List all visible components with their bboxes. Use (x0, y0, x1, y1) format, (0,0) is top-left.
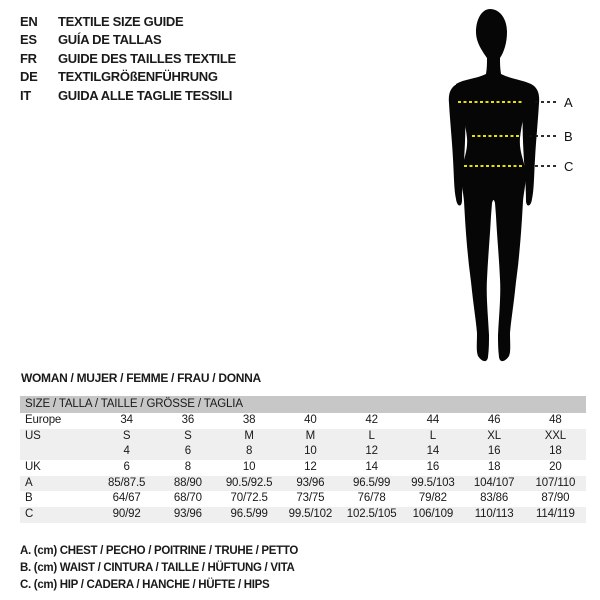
guide-title: GUÍA DE TALLAS (58, 32, 162, 48)
table-row (20, 476, 586, 492)
guide-title: GUIDE DES TAILLES TEXTILE (58, 50, 236, 66)
size-cell: 110/113 (474, 508, 514, 521)
row-label: C (25, 508, 34, 521)
woman-silhouette-figure (430, 0, 590, 372)
size-cell: 14 (426, 445, 440, 458)
table-row (20, 444, 586, 460)
language-row (20, 13, 236, 31)
size-table (20, 396, 586, 523)
guide-title: TEXTILGRÖßENFÜHRUNG (58, 69, 218, 85)
legend-line-hip: C. (cm) HIP / CADERA / HANCHE / HÜFTE / HIPS (20, 578, 270, 591)
size-cell: 14 (365, 461, 378, 474)
size-cell: 34 (120, 414, 133, 426)
size-cell: 102.5/105 (346, 508, 397, 521)
language-row (20, 31, 236, 49)
size-cell: 87/90 (541, 492, 570, 505)
size-cell: 64/67 (112, 492, 141, 505)
language-row (20, 50, 236, 68)
size-cell: 10 (242, 461, 256, 474)
size-cell: 106/109 (412, 508, 454, 521)
size-cell: 12 (304, 461, 317, 474)
size-cell: M (305, 429, 316, 442)
size-cell: 85/87.5 (107, 476, 146, 489)
size-cell: 8 (184, 461, 191, 474)
legend-line-waist: B. (cm) WAIST / CINTURA / TAILLE / HÜFTUNG / VITA (20, 561, 295, 574)
row-label: B (25, 492, 33, 505)
waist-label: B (564, 129, 573, 144)
row-label (20, 444, 96, 460)
table-row (20, 460, 586, 476)
size-cell: 12 (365, 445, 378, 458)
row-label: US (25, 429, 41, 442)
row-label: A (25, 476, 33, 489)
size-cell: 42 (365, 414, 378, 426)
legend-line-chest: A. (cm) CHEST / PECHO / POITRINE / TRUHE / PETTO (20, 545, 299, 557)
size-cell: 44 (426, 414, 440, 426)
size-cell: 96.5/99 (230, 508, 268, 521)
table-row (20, 491, 586, 507)
size-cell: 90.5/92.5 (225, 476, 273, 489)
table-row (20, 507, 586, 523)
size-cell: 38 (242, 414, 256, 426)
size-cell: 76/78 (357, 492, 386, 505)
size-cell: S (122, 429, 131, 442)
measurement-legend (20, 543, 298, 593)
size-cell: 96.5/99 (352, 476, 391, 489)
size-cell: 90/92 (112, 508, 141, 521)
table-row (20, 413, 586, 429)
size-cell: 10 (304, 445, 317, 458)
size-table-header: SIZE / TALLA / TAILLE / GRÖSSE / TAGLIA (20, 396, 586, 413)
size-cell: 46 (487, 414, 501, 426)
language-code: ES (20, 32, 37, 48)
size-cell: 18 (549, 445, 562, 458)
language-code: DE (20, 69, 38, 85)
language-title-list (20, 13, 236, 105)
row-label: UK (25, 461, 41, 474)
size-cell: 16 (426, 461, 440, 474)
size-cell: XXL (544, 429, 567, 442)
chest-label: A (564, 95, 573, 110)
size-cell: L (368, 429, 375, 442)
language-code: FR (20, 50, 37, 66)
size-cell: 104/107 (473, 476, 515, 489)
table-row (20, 429, 586, 445)
language-code: IT (20, 87, 31, 103)
size-cell: 18 (487, 461, 501, 474)
size-cell: 6 (184, 445, 191, 458)
guide-title: GUIDA ALLE TAGLIE TESSILI (58, 87, 233, 103)
woman-silhouette (456, 9, 531, 361)
size-cell: 6 (123, 461, 130, 474)
size-cell: 70/72.5 (230, 492, 268, 505)
size-cell: XL (487, 429, 502, 442)
language-row (20, 87, 236, 105)
size-cell: 16 (487, 445, 501, 458)
size-cell: 73/75 (296, 492, 325, 505)
language-code: EN (20, 14, 38, 29)
size-cell: 99.5/102 (288, 508, 333, 521)
size-cell: 48 (549, 414, 562, 426)
size-cell: 20 (549, 461, 562, 474)
size-cell: 88/90 (173, 476, 202, 489)
section-title: WOMAN / MUJER / FEMME / FRAU / DONNA (21, 371, 261, 385)
size-cell: 4 (123, 445, 130, 458)
language-row (20, 68, 236, 86)
size-cell: 107/110 (535, 476, 576, 489)
size-cell: 99.5/103 (411, 476, 455, 489)
size-cell: 93/96 (173, 508, 202, 521)
size-cell: 79/82 (418, 492, 447, 505)
guide-title: TEXTILE SIZE GUIDE (58, 14, 184, 29)
size-cell: L (429, 429, 436, 442)
hip-label: C (564, 159, 574, 174)
size-cell: 68/70 (173, 492, 202, 505)
size-cell: 36 (181, 414, 195, 426)
size-cell: 114/119 (535, 508, 575, 521)
size-table-body (20, 413, 586, 523)
size-cell: M (244, 429, 254, 442)
size-cell: 40 (304, 414, 317, 426)
size-cell: 8 (246, 445, 253, 458)
row-label: Europe (25, 414, 62, 426)
size-cell: S (184, 429, 192, 442)
size-cell: 93/96 (296, 476, 325, 489)
size-cell: 83/86 (480, 492, 509, 505)
